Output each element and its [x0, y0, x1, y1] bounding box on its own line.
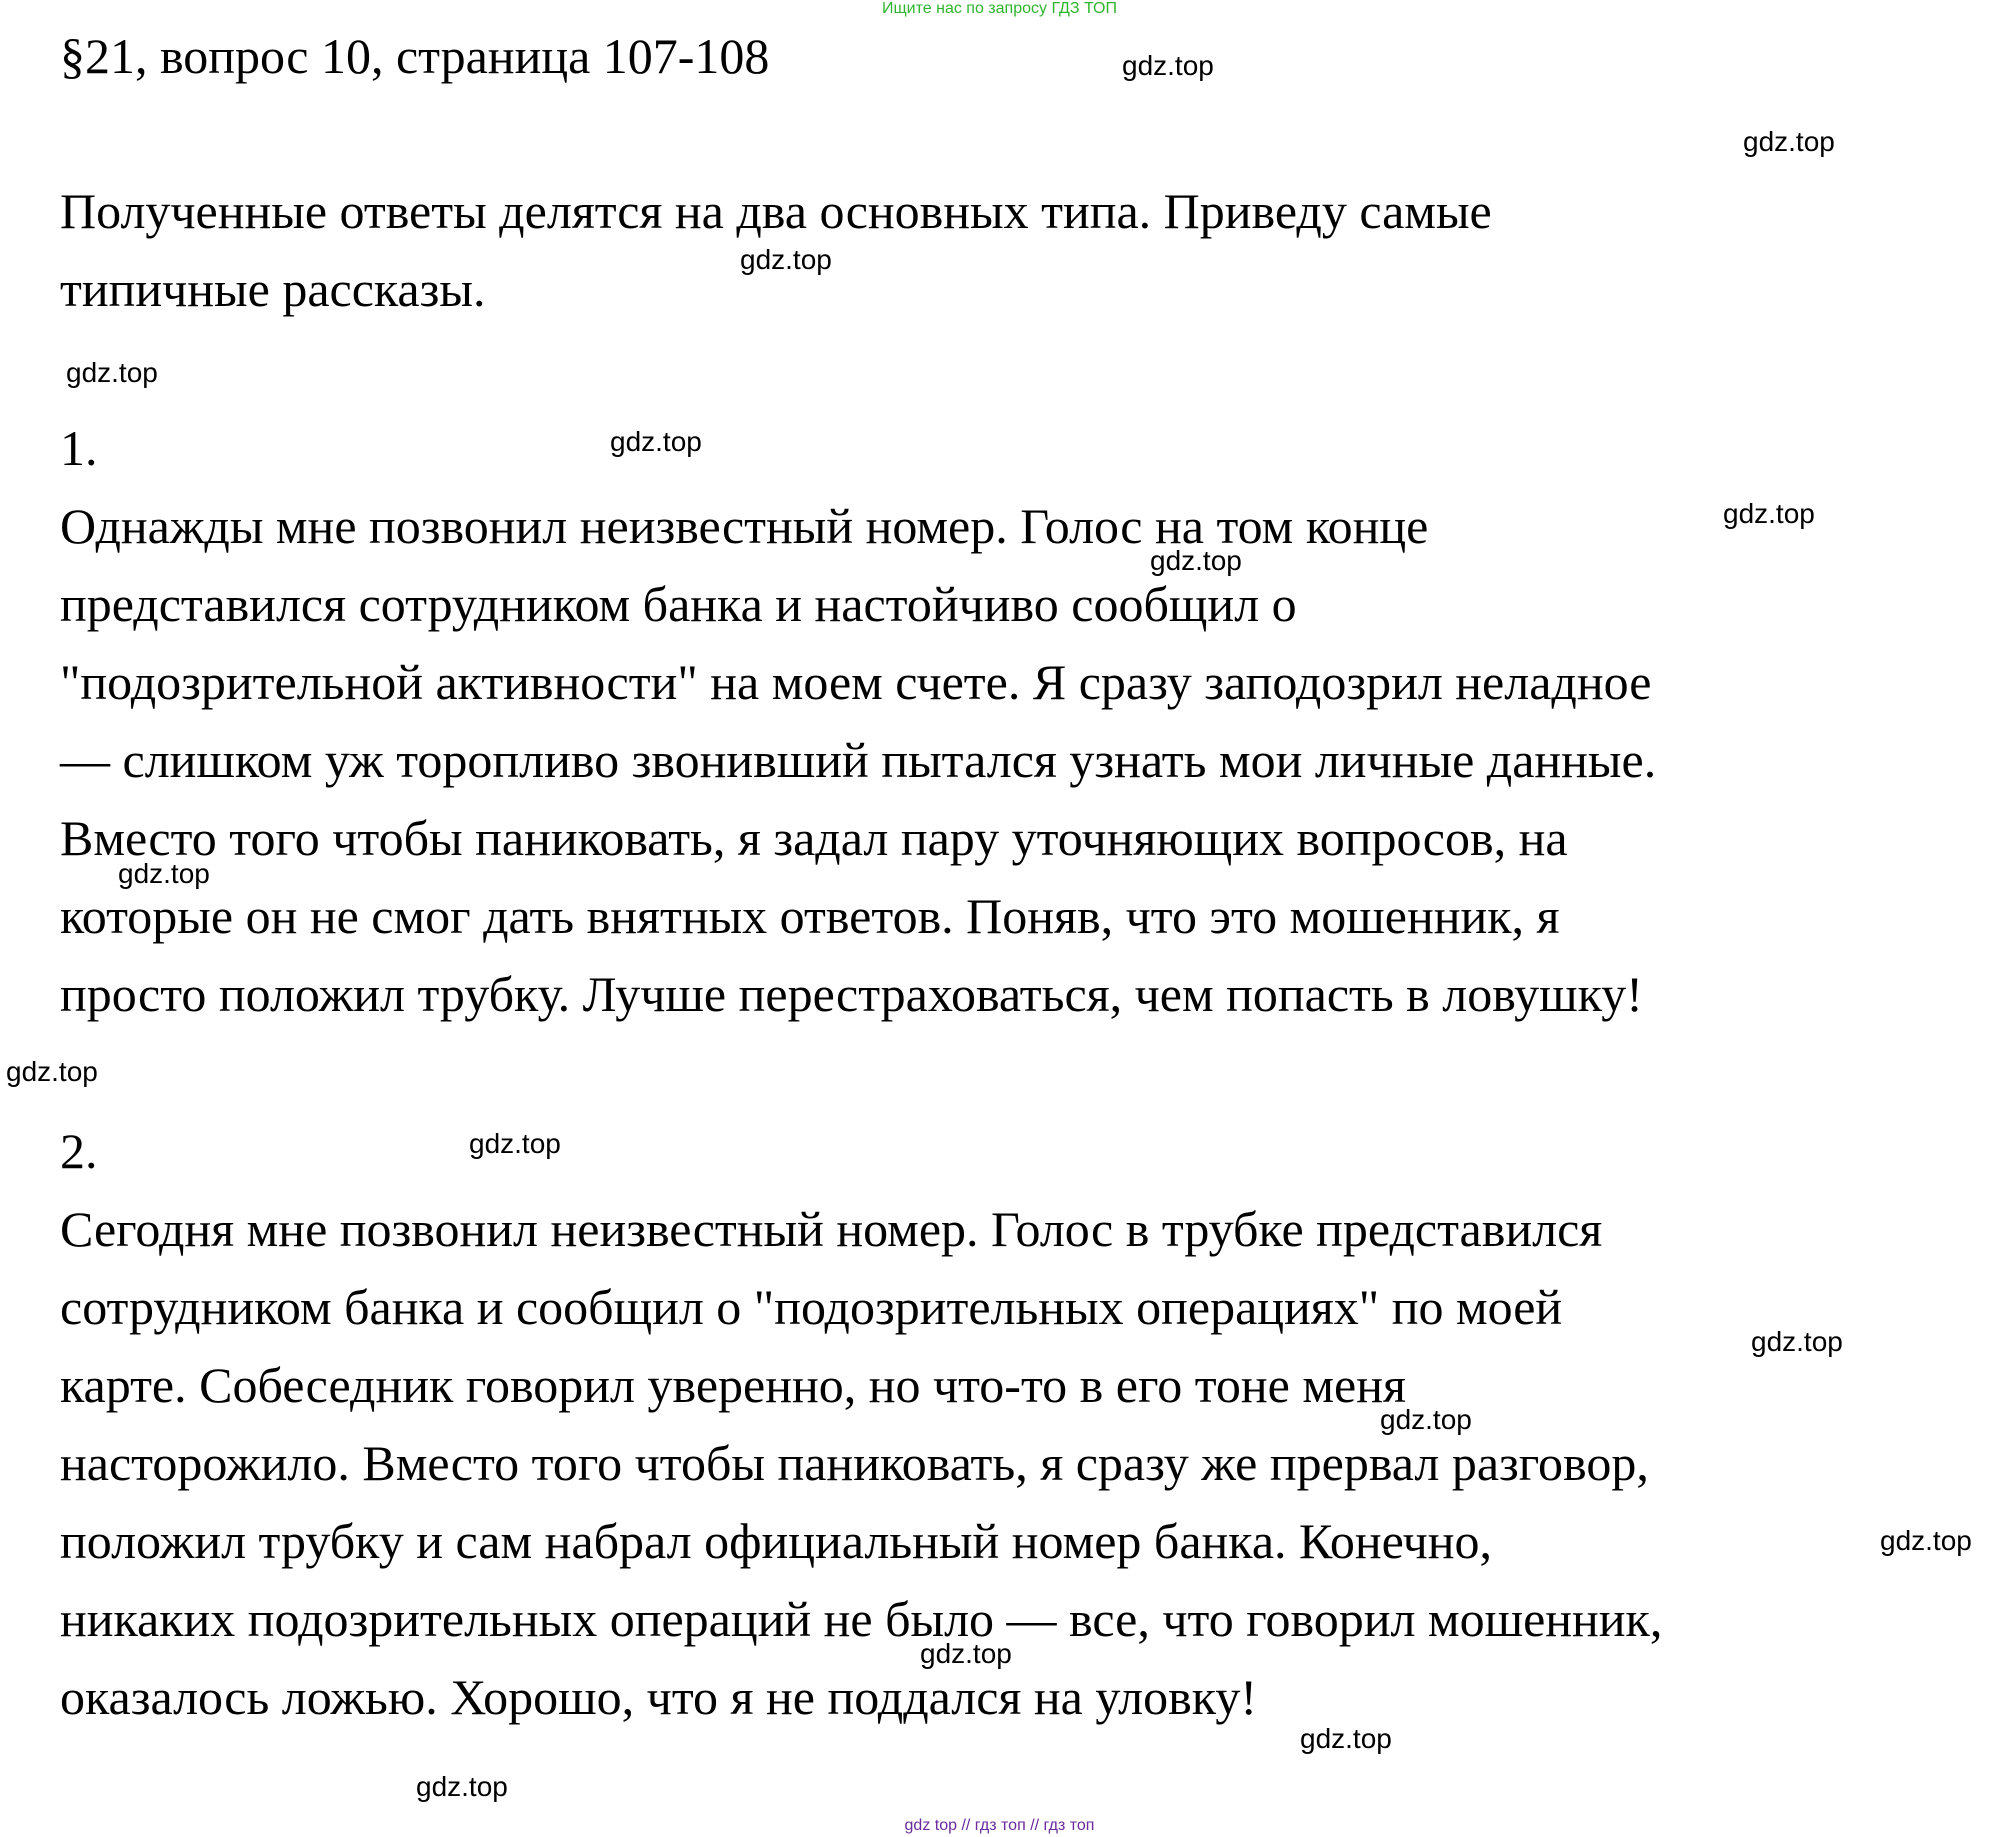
- story-2-line-2: сотрудником банка и сообщил о "подозрительных операциях" по моей: [60, 1279, 1563, 1335]
- watermark-2: gdz.top: [1743, 126, 1835, 157]
- intro-line-2: типичные рассказы.: [60, 261, 486, 317]
- story-2-line-1: Сегодня мне позвонил неизвестный номер. Голос в трубке представился: [60, 1201, 1603, 1257]
- watermark-6: gdz.top: [1723, 498, 1815, 529]
- watermark-5: gdz.top: [610, 426, 702, 457]
- story-1-line-4: — слишком уж торопливо звонивший пытался узнать мои личные данные.: [60, 732, 1657, 788]
- page-title: §21, вопрос 10, страница 107-108: [60, 28, 770, 84]
- story-1-line-1: Однажды мне позвонил неизвестный номер. Голос на том конце: [60, 498, 1429, 554]
- watermark-7: gdz.top: [1150, 545, 1242, 576]
- story-1-line-7: просто положил трубку. Лучше перестраховаться, чем попасть в ловушку!: [60, 966, 1643, 1022]
- watermark-10: gdz.top: [469, 1128, 561, 1159]
- story-2-line-5: положил трубку и сам набрал официальный номер банка. Конечно,: [60, 1513, 1492, 1569]
- watermark-8: gdz.top: [118, 858, 210, 889]
- watermark-15: gdz.top: [1300, 1723, 1392, 1754]
- watermark-14: gdz.top: [920, 1638, 1012, 1669]
- story-1-line-5: Вместо того чтобы паниковать, я задал пару уточняющих вопросов, на: [60, 810, 1568, 866]
- watermark-12: gdz.top: [1380, 1404, 1472, 1435]
- top-banner: Ищите нас по запросу ГДЗ ТОП: [882, 0, 1117, 17]
- watermark-4: gdz.top: [66, 357, 158, 388]
- story-1-number: 1.: [60, 420, 98, 476]
- story-1-line-2: представился сотрудником банка и настойчиво сообщил о: [60, 576, 1297, 632]
- footer-links: gdz top // гдз топ // гдз топ: [904, 1817, 1095, 1834]
- story-2-line-6: никаких подозрительных операций не было — все, что говорил мошенник,: [60, 1591, 1663, 1647]
- story-2-number: 2.: [60, 1123, 98, 1179]
- watermark-1: gdz.top: [1122, 50, 1214, 81]
- watermark-16: gdz.top: [416, 1771, 508, 1802]
- story-1-line-6: которые он не смог дать внятных ответов. Поняв, что это мошенник, я: [60, 888, 1560, 944]
- story-2-line-7: оказалось ложью. Хорошо, что я не поддался на уловку!: [60, 1669, 1257, 1725]
- intro-line-1: Полученные ответы делятся на два основных типа. Приведу самые: [60, 183, 1492, 239]
- story-2-line-3: карте. Собеседник говорил уверенно, но что-то в его тоне меня: [60, 1357, 1406, 1413]
- story-1-line-3: "подозрительной активности" на моем счете. Я сразу заподозрил неладное: [60, 654, 1652, 710]
- watermark-3: gdz.top: [740, 244, 832, 275]
- watermark-11: gdz.top: [1751, 1326, 1843, 1357]
- story-2-line-4: насторожило. Вместо того чтобы паниковать, я сразу же прервал разговор,: [60, 1435, 1649, 1491]
- watermark-13: gdz.top: [1880, 1525, 1972, 1556]
- watermark-9: gdz.top: [6, 1056, 98, 1087]
